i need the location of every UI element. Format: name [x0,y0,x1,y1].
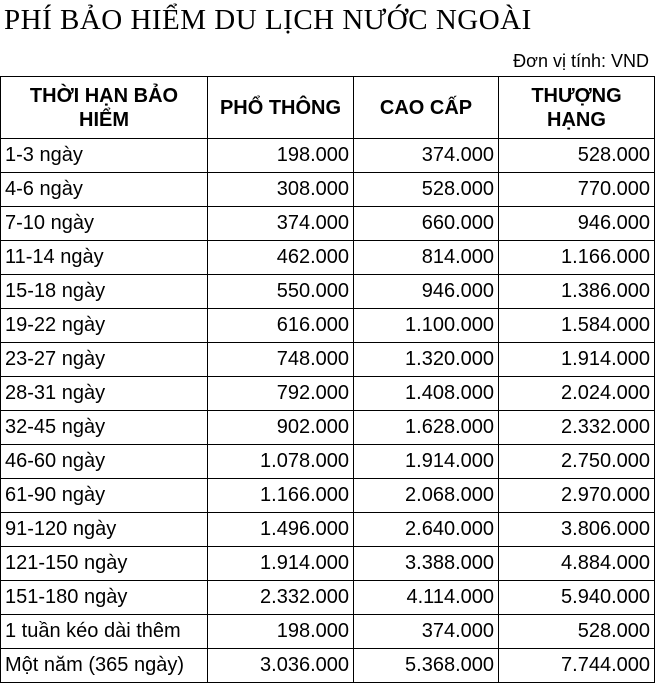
elite-cell: 528.000 [499,139,655,173]
table-row [1,377,655,411]
duration-cell: 7-10 ngày [1,207,208,241]
elite-cell: 2.970.000 [499,479,655,513]
elite-cell: 2.024.000 [499,377,655,411]
elite-cell: 1.914.000 [499,343,655,377]
duration-cell: 4-6 ngày [1,173,208,207]
elite-cell: 946.000 [499,207,655,241]
table-row [1,649,655,683]
table-row [1,275,655,309]
header-standard: PHỔ THÔNG [208,77,354,139]
premium-cell: 3.388.000 [354,547,499,581]
table-row [1,139,655,173]
elite-cell: 770.000 [499,173,655,207]
table-row [1,615,655,649]
duration-cell: 11-14 ngày [1,241,208,275]
header-premium: CAO CẤP [354,77,499,139]
standard-cell: 462.000 [208,241,354,275]
table-body [1,139,655,683]
table-row [1,343,655,377]
standard-cell: 308.000 [208,173,354,207]
standard-cell: 748.000 [208,343,354,377]
elite-cell: 528.000 [499,615,655,649]
premium-cell: 2.068.000 [354,479,499,513]
elite-cell: 7.744.000 [499,649,655,683]
table-row [1,241,655,275]
standard-cell: 374.000 [208,207,354,241]
elite-cell: 2.750.000 [499,445,655,479]
header-row [1,77,655,139]
premium-cell: 1.628.000 [354,411,499,445]
table-row [1,445,655,479]
duration-cell: 15-18 ngày [1,275,208,309]
header-duration: THỜI HẠN BẢO HIỂM [1,77,208,139]
duration-cell: 23-27 ngày [1,343,208,377]
duration-cell: Một năm (365 ngày) [1,649,208,683]
table-row [1,547,655,581]
table-row [1,173,655,207]
standard-cell: 550.000 [208,275,354,309]
unit-note: Đơn vị tính: VND [513,51,649,71]
premium-cell: 946.000 [354,275,499,309]
standard-cell: 2.332.000 [208,581,354,615]
duration-cell: 61-90 ngày [1,479,208,513]
standard-cell: 792.000 [208,377,354,411]
premium-cell: 1.100.000 [354,309,499,343]
duration-cell: 28-31 ngày [1,377,208,411]
duration-cell: 1-3 ngày [1,139,208,173]
elite-cell: 1.386.000 [499,275,655,309]
standard-cell: 1.496.000 [208,513,354,547]
elite-cell: 5.940.000 [499,581,655,615]
premium-cell: 5.368.000 [354,649,499,683]
premium-cell: 2.640.000 [354,513,499,547]
insurance-fee-table [0,76,655,683]
standard-cell: 1.166.000 [208,479,354,513]
premium-cell: 1.320.000 [354,343,499,377]
standard-cell: 198.000 [208,615,354,649]
elite-cell: 2.332.000 [499,411,655,445]
duration-cell: 46-60 ngày [1,445,208,479]
table-row [1,513,655,547]
premium-cell: 374.000 [354,615,499,649]
duration-cell: 91-120 ngày [1,513,208,547]
elite-cell: 1.166.000 [499,241,655,275]
premium-cell: 1.408.000 [354,377,499,411]
elite-cell: 3.806.000 [499,513,655,547]
premium-cell: 374.000 [354,139,499,173]
premium-cell: 814.000 [354,241,499,275]
duration-cell: 19-22 ngày [1,309,208,343]
duration-cell: 32-45 ngày [1,411,208,445]
table-row [1,309,655,343]
duration-cell: 151-180 ngày [1,581,208,615]
standard-cell: 616.000 [208,309,354,343]
header-elite: THƯỢNG HẠNG [499,77,655,139]
elite-cell: 1.584.000 [499,309,655,343]
table-row [1,411,655,445]
table-row [1,479,655,513]
standard-cell: 1.078.000 [208,445,354,479]
table-row [1,207,655,241]
standard-cell: 198.000 [208,139,354,173]
standard-cell: 1.914.000 [208,547,354,581]
premium-cell: 1.914.000 [354,445,499,479]
standard-cell: 902.000 [208,411,354,445]
standard-cell: 3.036.000 [208,649,354,683]
duration-cell: 1 tuần kéo dài thêm [1,615,208,649]
premium-cell: 4.114.000 [354,581,499,615]
elite-cell: 4.884.000 [499,547,655,581]
premium-cell: 528.000 [354,173,499,207]
table-row [1,581,655,615]
duration-cell: 121-150 ngày [1,547,208,581]
premium-cell: 660.000 [354,207,499,241]
page-title: PHÍ BẢO HIỂM DU LỊCH NƯỚC NGOÀI [4,4,532,36]
